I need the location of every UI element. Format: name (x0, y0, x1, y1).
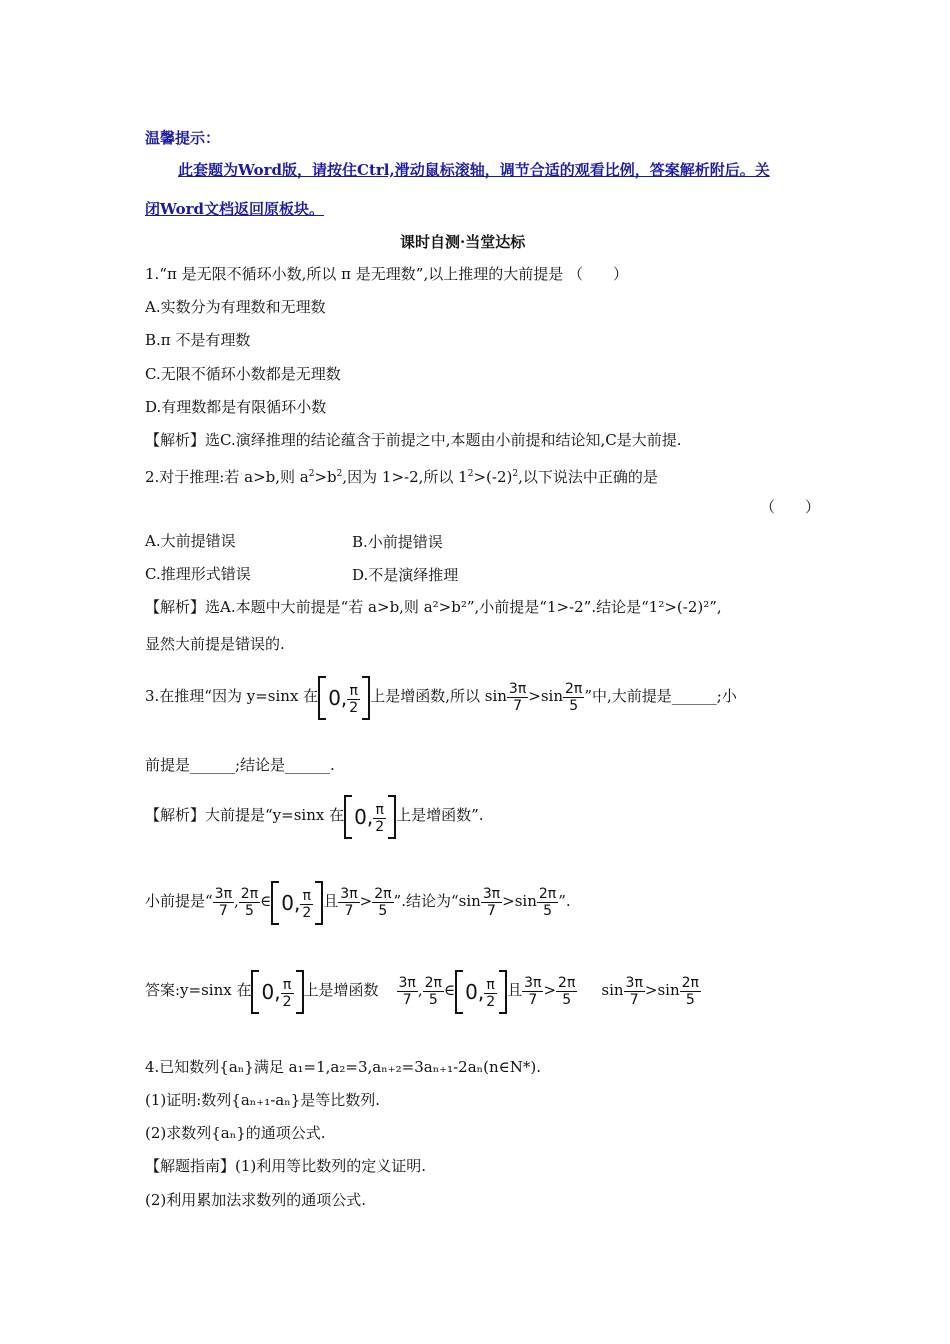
q2-option-a: A.大前提错误 (145, 532, 236, 550)
q1-analysis: 【解析】选C.演绎推理的结论蕴含于前提之中,本题由小前提和结论知,C是大前提. (145, 431, 682, 449)
q2-option-c: C.推理形式错误 (145, 565, 251, 583)
q4-guide: 【解题指南】(1)利用等比数列的定义证明. (145, 1157, 427, 1175)
q3-stem-line-2: 前提是______;结论是______. (145, 756, 335, 774)
q2-answer-paren: （ ） (760, 498, 821, 516)
tip-line-2[interactable]: 闭Word文档返回原板块。 (145, 200, 325, 218)
fraction-3pi-7: $\frac{3\pi}{7}$ (508, 680, 527, 714)
interval-bracket: 0, $\frac{\pi}{2}$ (318, 668, 370, 726)
q4-part-2: (2)求数列{aₙ}的通项公式. (145, 1124, 326, 1142)
section-title: 课时自测·当堂达标 (400, 233, 526, 251)
q4-guide-line-2: (2)利用累加法求数列的通项公式. (145, 1191, 367, 1209)
q3-analysis-major: 【解析】大前提是“y=sinx 在 0, $\frac{\pi}{2}$ 上是增函数”. (145, 787, 484, 845)
q3-stem: 3.在推理“因为 y=sinx 在 0, $\frac{\pi}{2}$ 上是增函数,所以 sin $\frac{3\pi}{7}$ >sin $\frac{2\pi}{5}$ ”中,大前提是______;小 (145, 668, 737, 726)
fraction-2pi-5: $\frac{2\pi}{5}$ (564, 680, 583, 714)
q2-analysis: 【解析】选A.本题中大前提是“若 a>b,则 a²>b²”,小前提是“1>-2”.结论是“1²>(-2)²”, (145, 598, 722, 616)
q2-option-b: B.小前提错误 (352, 533, 443, 551)
q3-analysis-minor: 小前提是“ $\frac{3\pi}{7}$ , $\frac{2\pi}{5}$ ∈ 0, $\frac{\pi}{2}$ 且 $\frac{3\pi}{7}$ > $\frac{2\pi}{5}$ ”.结论为“sin $\frac{3\pi}{7}$ >sin $\frac{2\pi}{5}$ ”. (145, 873, 571, 931)
q4-part-1: (1)证明:数列{aₙ₊₁-aₙ}是等比数列. (145, 1091, 381, 1109)
q1-option-a: A.实数分为有理数和无理数 (145, 298, 326, 316)
q2-option-d: D.不是演绎推理 (352, 566, 459, 584)
q1-stem: 1.“π 是无限不循环小数,所以 π 是无理数”,以上推理的大前提是 （ ） (145, 265, 628, 283)
q1-option-b: B.π 不是有理数 (145, 331, 251, 349)
q4-stem: 4.已知数列{aₙ}满足 a₁=1,a₂=3,aₙ₊₂=3aₙ₊₁-2aₙ(n∈N*). (145, 1058, 542, 1076)
q2-stem: 2.对于推理:若 a>b,则 $a^2>b^2$,因为 1>-2,所以 $1^2>(-2)^2$,以下说法中正确的是 (145, 468, 658, 486)
analysis-tag: 【解析】 (145, 806, 206, 824)
guide-tag: 【解题指南】 (145, 1157, 236, 1175)
q2-analysis-line-2: 显然大前提是错误的. (145, 635, 285, 653)
analysis-tag: 【解析】 (145, 431, 206, 449)
q3-answer: 答案:y=sinx 在 0, $\frac{\pi}{2}$ 上是增函数 $\frac{3\pi}{7}$ , $\frac{2\pi}{5}$ ∈ 0, $\frac{\pi}{2}$ 且 $\frac{3\pi}{7}$ > $\frac{2\pi}{5}$ sin $\frac{3\pi}{7}$ >sin $\frac{2\pi}{5}$ (145, 962, 701, 1020)
tip-line-1[interactable]: 此套题为Word版，请按住Ctrl,滑动鼠标滚轴，调节合适的观看比例，答案解析附后。关 (178, 161, 770, 179)
tip-title: 温馨提示： (145, 129, 221, 147)
q1-option-c: C.无限不循环小数都是无理数 (145, 365, 341, 383)
q1-option-d: D.有理数都是有限循环小数 (145, 398, 327, 416)
analysis-tag: 【解析】 (145, 598, 206, 616)
